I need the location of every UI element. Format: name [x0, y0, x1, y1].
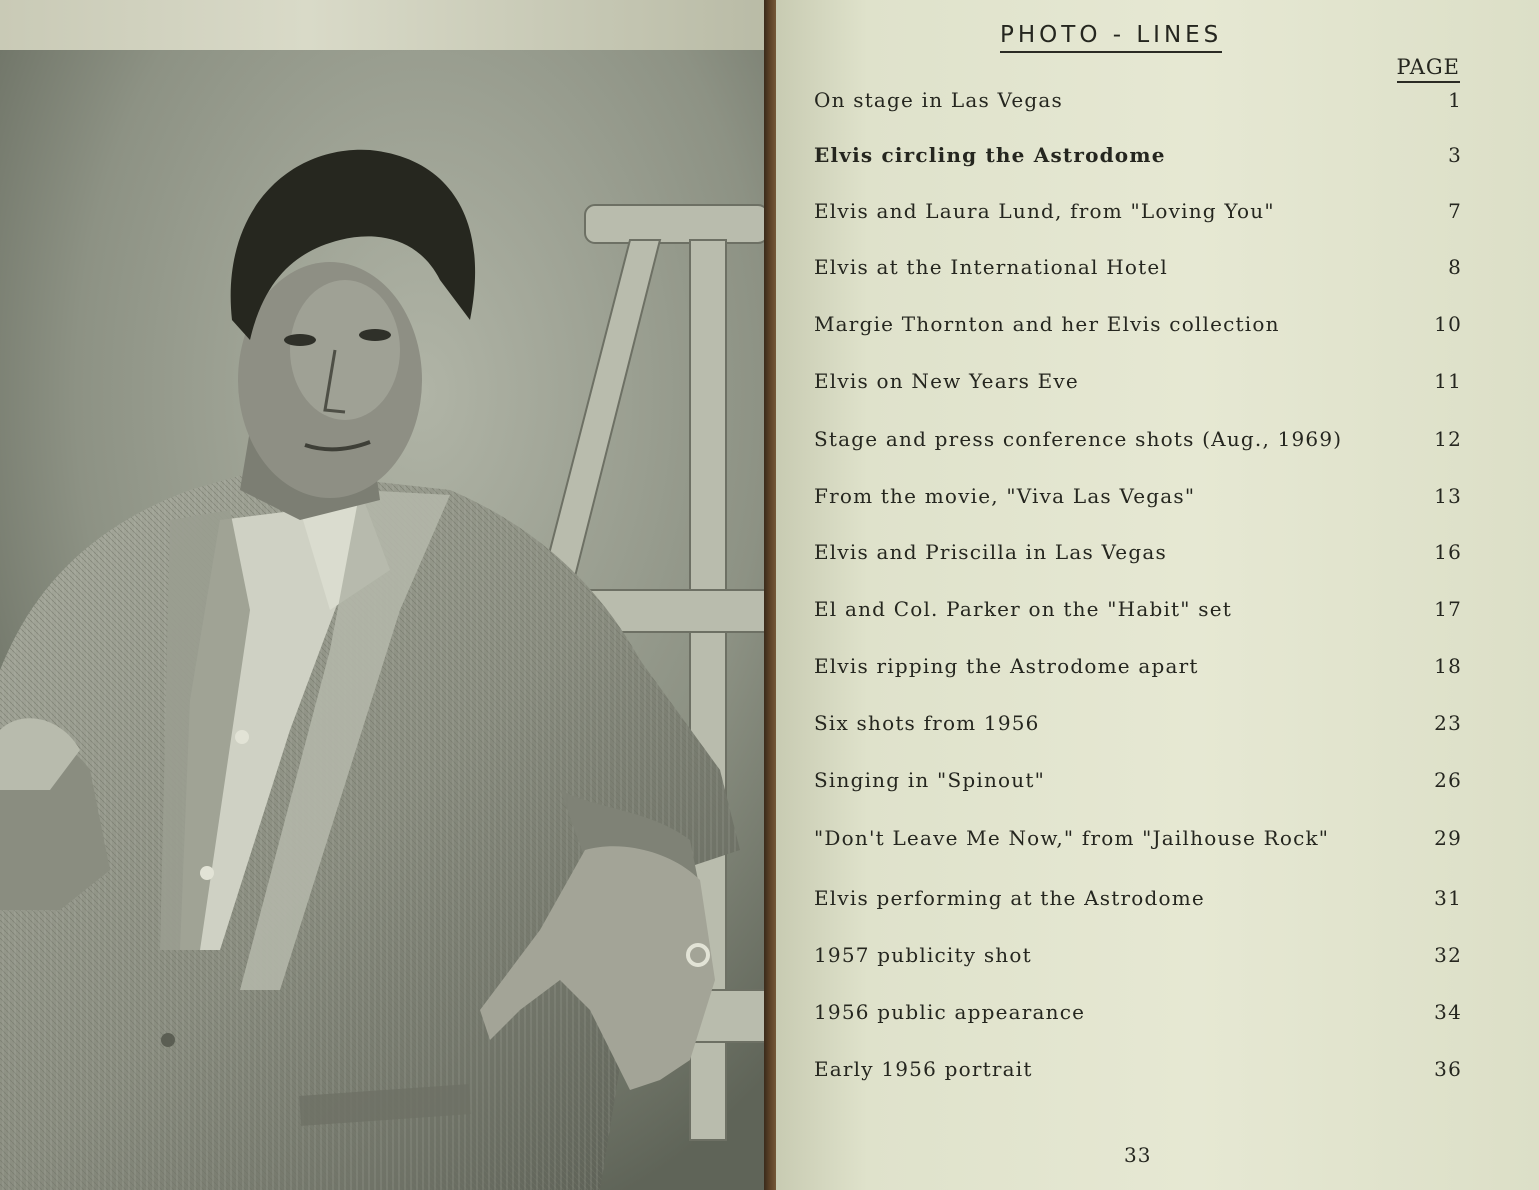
- list-item: [814, 597, 1462, 629]
- list-item: [814, 943, 1462, 975]
- entry-page: 3: [1448, 143, 1462, 167]
- list-item: [814, 886, 1462, 918]
- entry-label: Elvis on New Years Eve: [814, 369, 1079, 393]
- list-item: [814, 654, 1462, 686]
- entry-label: Elvis and Priscilla in Las Vegas: [814, 540, 1167, 564]
- list-item: [814, 484, 1462, 516]
- list-item: [814, 826, 1462, 858]
- entry-label: Elvis circling the Astrodome: [814, 143, 1166, 167]
- list-item: [814, 312, 1462, 344]
- list-item: [814, 711, 1462, 743]
- entry-label: Singing in "Spinout": [814, 768, 1045, 792]
- entry-page: 10: [1434, 312, 1462, 336]
- entry-label: Elvis and Laura Lund, from "Loving You": [814, 199, 1275, 223]
- entry-page: 8: [1448, 255, 1462, 279]
- portrait-photo: [0, 50, 768, 1190]
- entry-label: 1957 publicity shot: [814, 943, 1032, 967]
- entry-label: "Don't Leave Me Now," from "Jailhouse Rock": [814, 826, 1330, 850]
- entry-label: Elvis at the International Hotel: [814, 255, 1168, 279]
- entry-page: 23: [1434, 711, 1462, 735]
- entry-label: Early 1956 portrait: [814, 1057, 1033, 1081]
- entry-page: 32: [1434, 943, 1462, 967]
- entry-page: 29: [1434, 826, 1462, 850]
- entry-label: Stage and press conference shots (Aug., 1969): [814, 427, 1343, 451]
- left-page: [0, 0, 768, 1190]
- list-item: [814, 369, 1462, 401]
- list-item: [814, 1000, 1462, 1032]
- entry-label: Six shots from 1956: [814, 711, 1040, 735]
- entry-label: 1956 public appearance: [814, 1000, 1086, 1024]
- entry-label: Elvis ripping the Astrodome apart: [814, 654, 1199, 678]
- entry-page: 7: [1448, 199, 1462, 223]
- list-item: [814, 540, 1462, 572]
- entry-page: 16: [1434, 540, 1462, 564]
- entry-page: 12: [1434, 427, 1462, 451]
- list-item: [814, 427, 1462, 459]
- portrait-illustration: [0, 50, 768, 1190]
- entry-label: On stage in Las Vegas: [814, 88, 1063, 112]
- entry-label: El and Col. Parker on the "Habit" set: [814, 597, 1232, 621]
- entry-page: 18: [1434, 654, 1462, 678]
- list-item: [814, 1057, 1462, 1089]
- entry-page: 31: [1434, 886, 1462, 910]
- entry-page: 26: [1434, 768, 1462, 792]
- list-item: [814, 255, 1462, 287]
- list-item: [814, 768, 1462, 800]
- list-item: [814, 88, 1462, 120]
- entry-label: From the movie, "Viva Las Vegas": [814, 484, 1196, 508]
- page-title: PHOTO - LINES: [1000, 22, 1222, 53]
- page-number: 33: [1124, 1143, 1152, 1167]
- entry-page: 17: [1434, 597, 1462, 621]
- page-column-header: PAGE: [1397, 55, 1460, 83]
- entry-page: 1: [1448, 88, 1462, 112]
- entry-label: Margie Thornton and her Elvis collection: [814, 312, 1280, 336]
- entry-page: 13: [1434, 484, 1462, 508]
- list-item: [814, 143, 1462, 175]
- entry-page: 36: [1434, 1057, 1462, 1081]
- right-page: [776, 0, 1539, 1190]
- entry-label: Elvis performing at the Astrodome: [814, 886, 1205, 910]
- entry-page: 34: [1434, 1000, 1462, 1024]
- list-item: [814, 199, 1462, 231]
- entry-page: 11: [1434, 369, 1462, 393]
